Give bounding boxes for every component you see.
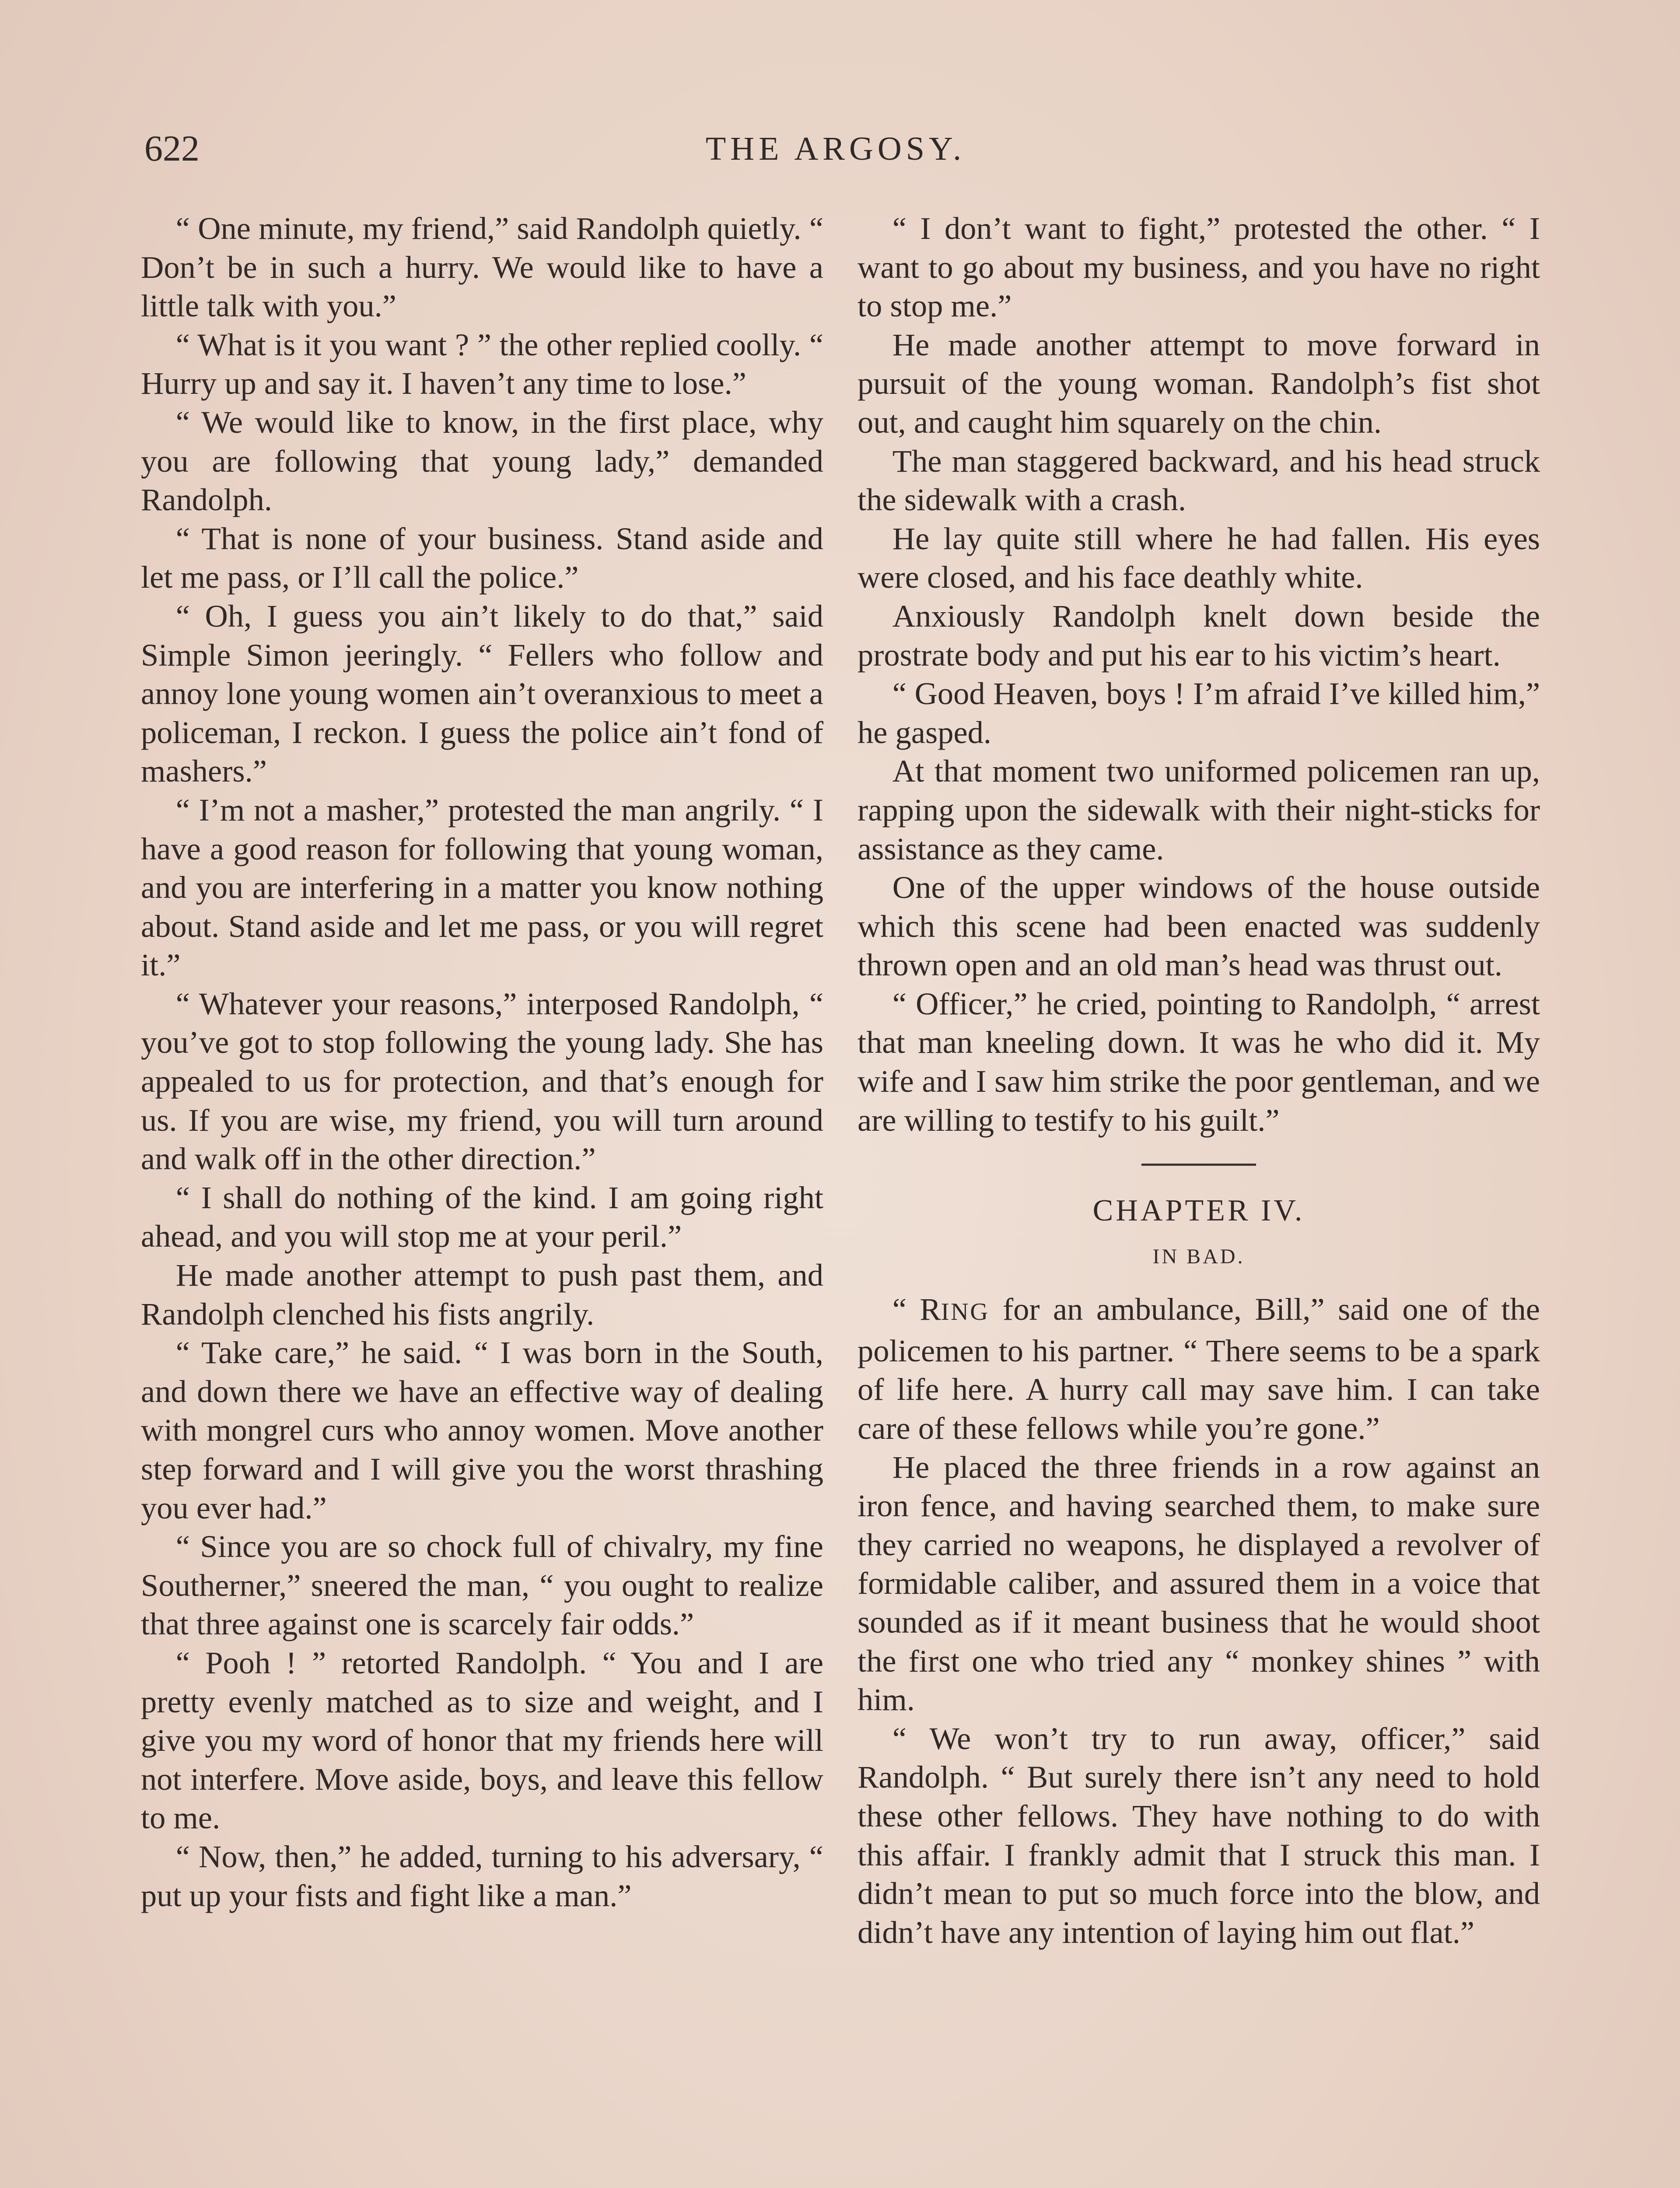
- left-column: [141, 209, 823, 1915]
- paragraph: “ Whatever your reasons,” interposed Randolph, “ you’ve got to stop following the young lady. She has appealed to us for protection, and that’s enough for us. If you are wise, my friend, you will turn around and walk off in the other direction.”: [141, 985, 823, 1177]
- opening-small-caps: ING: [941, 1298, 990, 1326]
- paragraph: “ I’m not a masher,” protested the man angrily. “ I have a good reason for following that young woman, and you are interfering in a matter you know nothing about. Stand aside and let me pass, or you will regret it.”: [141, 792, 823, 983]
- paragraph: “ Since you are so chock full of chivalry, my fine Southerner,” sneered the man, “ you ought to realize that three against one is scarcely fair odds.”: [141, 1529, 823, 1642]
- paragraph: “ One minute, my friend,” said Randolph quietly. “ Don’t be in such a hurry. We would like to have a little talk with you.”: [141, 210, 823, 324]
- paragraph: “ What is it you want ? ” the other replied coolly. “ Hurry up and say it. I haven’t any time to lose.”: [141, 326, 823, 401]
- chapter-opening-paragraph: [858, 1290, 1540, 1448]
- paragraph: “ Take care,” he said. “ I was born in the South, and down there we have an effective way of dealing with mongrel curs who annoy women. Move another step forward and I will give you the worst thrashing you ever had.”: [141, 1335, 823, 1525]
- paragraph: One of the upper windows of the house outside which this scene had been enacted was suddenly thrown open and an old man’s head was thrust out.: [858, 870, 1540, 983]
- paragraph: “ Oh, I guess you ain’t likely to do that,” said Simple Simon jeeringly. “ Fellers who follow and annoy lone young women ain’t overanxious to meet a policeman, I reckon. I guess the police ain’t fond of mashers.”: [141, 598, 823, 789]
- opening-text: for an ambulance, Bill,” said one of the policemen to his partner. “ There seems to be a spark of life here. A hurry call may save him. I can take care of these fellows while you’re gone.”: [858, 1291, 1540, 1446]
- chapter-heading: CHAPTER IV.: [1092, 1194, 1305, 1228]
- paragraph: “ Now, then,” he added, turning to his adversary, “ put up your fists and fight like a man.”: [141, 1838, 823, 1913]
- page-number: 622: [144, 128, 200, 169]
- paragraph: He placed the three friends in a row against an iron fence, and having searched them, to make sure they carried no weapons, he displayed a revolver of formidable caliber, and assured them in a voice that sounded as if it meant business that he would shoot the first one who tried any “ monkey shines ” with him.: [858, 1449, 1540, 1718]
- paragraph: “ Officer,” he cried, pointing to Randolph, “ arrest that man kneeling down. It was he who did it. My wife and I saw him strike the poor gentleman, and we are willing to testify to his guilt.”: [858, 985, 1540, 1138]
- paragraph: He made another attempt to move forward in pursuit of the young woman. Randolph’s fist shot out, and caught him squarely on the chin.: [858, 326, 1540, 440]
- section-divider: [1141, 1164, 1256, 1166]
- right-column: [858, 209, 1540, 1952]
- paragraph: “ I don’t want to fight,” protested the other. “ I want to go about my business, and you have no right to stop me.”: [858, 210, 1540, 324]
- paragraph: He made another attempt to push past them, and Randolph clenched his fists angrily.: [141, 1257, 823, 1332]
- paragraph: The man staggered backward, and his head struck the sidewalk with a crash.: [858, 443, 1540, 518]
- chapter-subtitle: IN BAD.: [1152, 1245, 1245, 1269]
- opening-quote-letter: “ R: [892, 1291, 941, 1327]
- paragraph: “ We won’t try to run away, officer,” said Randolph. “ But surely there isn’t any need to hold these other fellows. They have nothing to do with this affair. I frankly admit that I struck this man. I didn’t mean to put so much force into the blow, and didn’t have any intention of laying him out flat.”: [858, 1720, 1540, 1950]
- paragraph: At that moment two uniformed policemen ran up, rapping upon the sidewalk with their night-sticks for assistance as they came.: [858, 753, 1540, 866]
- paragraph: “ We would like to know, in the first place, why you are following that young lady,” demanded Randolph.: [141, 404, 823, 518]
- paragraph: He lay quite still where he had fallen. His eyes were closed, and his face deathly white.: [858, 520, 1540, 595]
- running-title: THE ARGOSY.: [705, 130, 966, 167]
- page-header: [131, 127, 1540, 179]
- paragraph: “ I shall do nothing of the kind. I am going right ahead, and you will stop me at your peril.”: [141, 1179, 823, 1254]
- paragraph: Anxiously Randolph knelt down beside the prostrate body and put his ear to his victim’s heart.: [858, 598, 1540, 673]
- paragraph: “ Good Heaven, boys ! I’m afraid I’ve killed him,” he gasped.: [858, 676, 1540, 750]
- paragraph: “ That is none of your business. Stand aside and let me pass, or I’ll call the police.”: [141, 520, 823, 595]
- paragraph: “ Pooh ! ” retorted Randolph. “ You and I are pretty evenly matched as to size and weight, and I give you my word of honor that my friends here will not interfere. Move aside, boys, and leave this fellow to me.: [141, 1645, 823, 1836]
